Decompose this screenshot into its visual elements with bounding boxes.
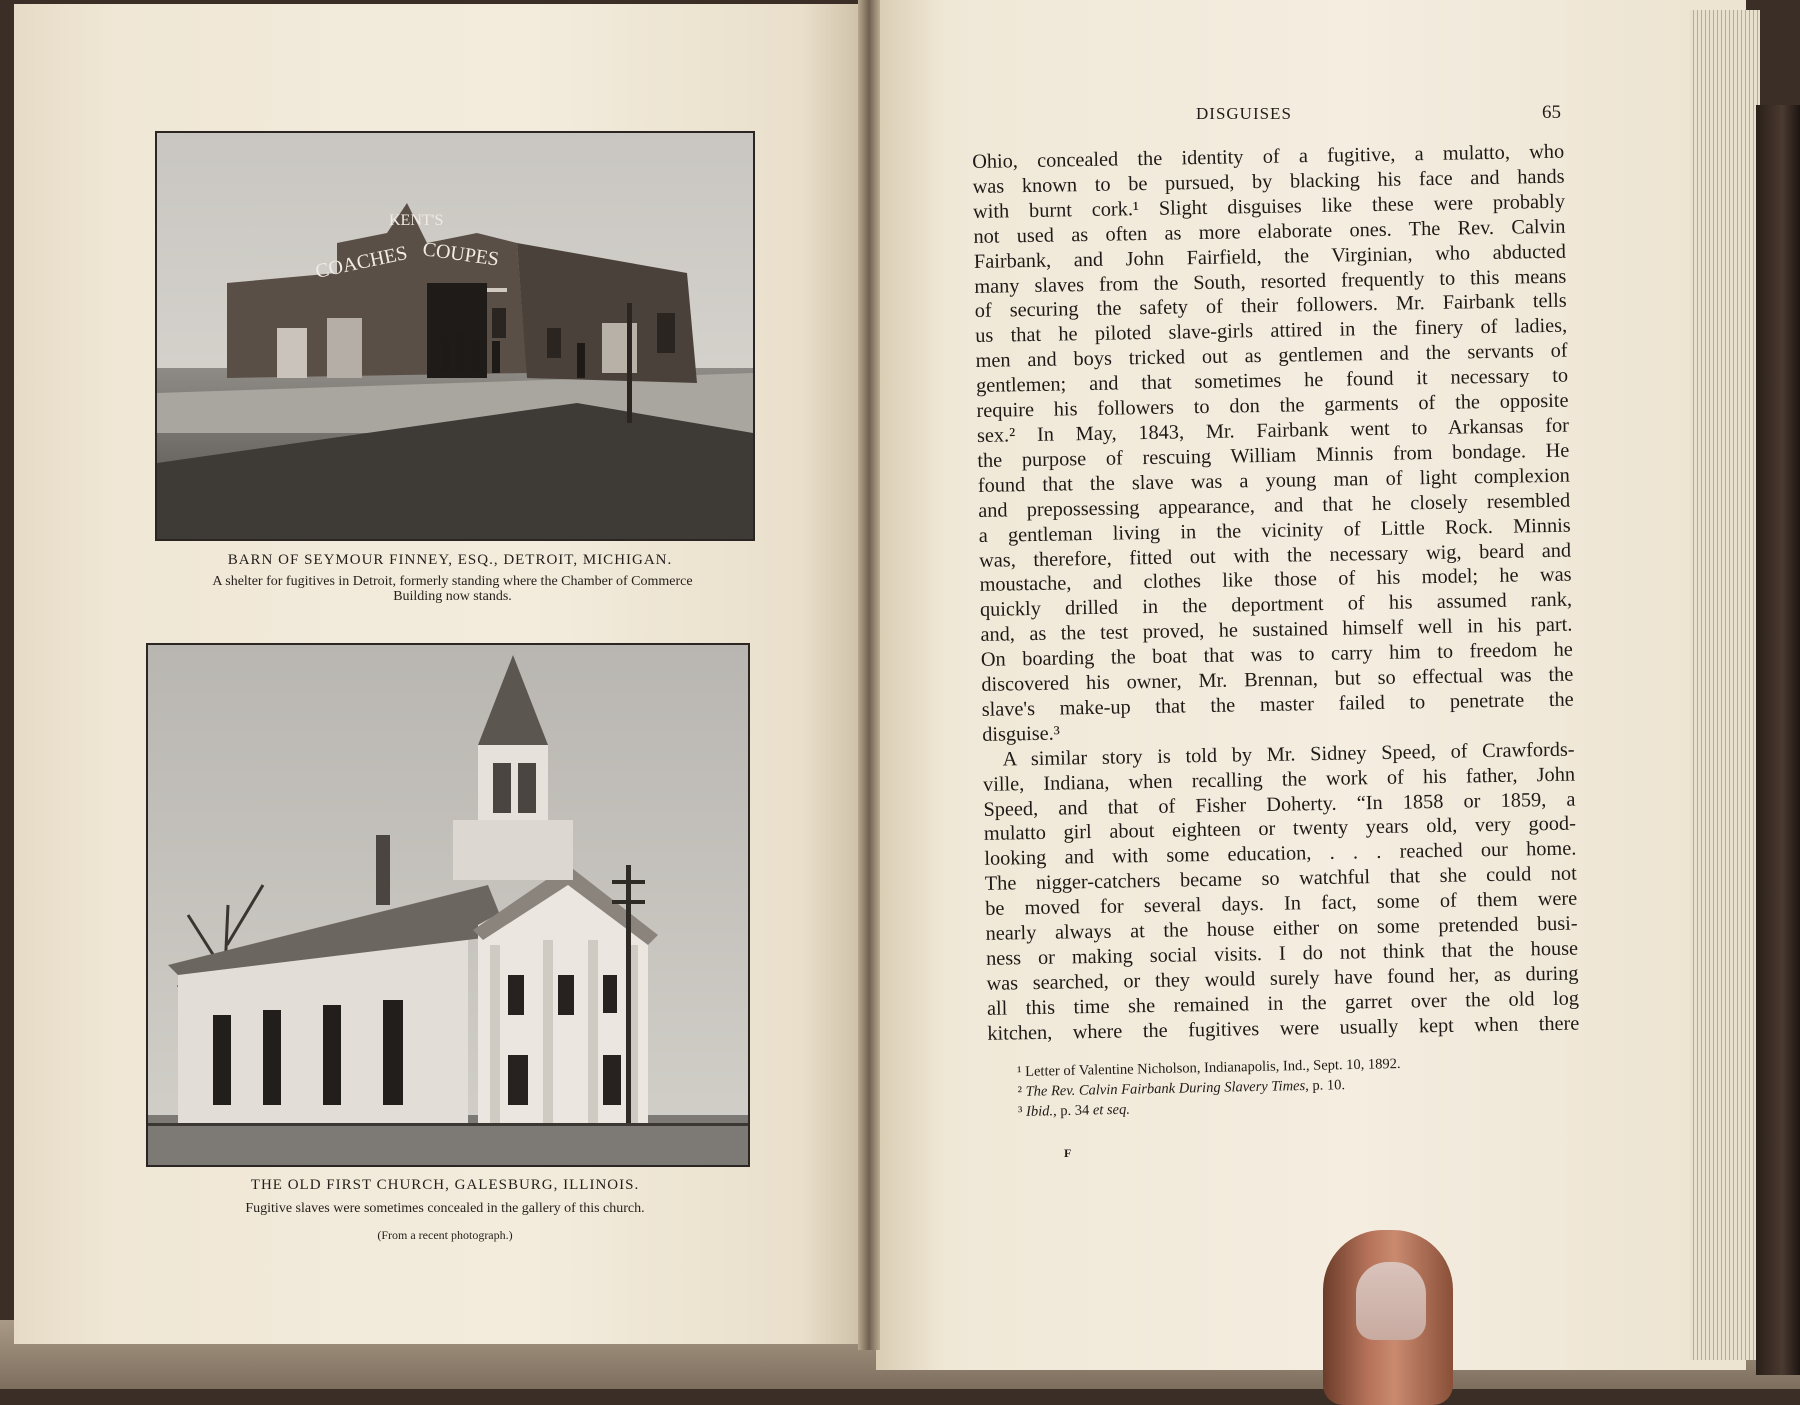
text-line: many slaves from the South, resorted frequently to this means xyxy=(974,265,1567,298)
sign-kents: KENT'S xyxy=(389,212,444,229)
church-photograph xyxy=(146,643,750,1167)
text-line: A similar story is told by Mr. Sidney Speed, of Crawfords- xyxy=(1002,738,1575,771)
text-line: and prepossessing appearance, and that he closely resembled xyxy=(978,489,1571,522)
text-line: not used as often as more elaborate ones. The Rev. Calvin xyxy=(973,215,1566,248)
text-line: found that the slave was a young man of light complexion xyxy=(977,464,1570,497)
footnote-3-ibid: Ibid. xyxy=(1025,1103,1054,1120)
text-line: The nigger-catchers became so watchful that she could not xyxy=(984,862,1577,896)
thumbnail-nail xyxy=(1356,1262,1426,1340)
text-line: On boarding the boat that was to carry him to freedom he xyxy=(980,638,1574,672)
sign-coupes: COUPES xyxy=(421,238,501,271)
text-line: nearly always at the house either on some pretended busi- xyxy=(985,912,1578,945)
text-line: Ohio, concealed the identity of a fugitive, a mulatto, who xyxy=(972,140,1565,173)
book-cover-right xyxy=(1756,105,1800,1375)
text-line: gentlemen; and that sometimes he found it necessary to xyxy=(975,364,1569,398)
barn-caption-title: BARN OF SEYMOUR FINNEY, ESQ., DETROIT, MICHIGAN. xyxy=(227,552,673,568)
book-gutter xyxy=(858,0,880,1350)
running-head: DISGUISES xyxy=(1196,104,1292,123)
text-line: mulatto girl about eighteen or twenty years old, very good- xyxy=(983,813,1577,846)
text-line: ness or making social visits. I do not think that the house xyxy=(985,937,1579,970)
body-text xyxy=(972,140,1580,1047)
text-line: of securing the safety of their followers. Mr. Fairbank tells xyxy=(974,290,1567,323)
page-number: 65 xyxy=(1542,102,1561,123)
text-line: men and boys tricked out as gentlemen and the servants of xyxy=(975,339,1568,373)
signature-mark: F xyxy=(1064,1146,1072,1160)
text-line: looking and with some education, . . . reached our home. xyxy=(984,837,1577,871)
barn-caption-line-1: A shelter for fugitives in Detroit, formerly standing where the Chamber of Commerce xyxy=(212,574,693,589)
text-line: ville, Indiana, when recalling the work of his father, John xyxy=(982,763,1576,796)
text-line: was, therefore, fitted out with the necessary wig, beard and xyxy=(978,539,1572,572)
text-line: the purpose of rescuing William Minnis from bondage. He xyxy=(977,439,1570,472)
text-line: sex.² In May, 1843, Mr. Fairbank went to Arkansas for xyxy=(976,414,1570,447)
text-line: be moved for several days. In fact, some of them were xyxy=(985,887,1578,921)
text-line: Fairbank, and John Fairfield, the Virginian, who abducted xyxy=(973,240,1567,273)
barn-photograph xyxy=(155,131,755,541)
text-line: with burnt cork.¹ Slight disguises like these were probably xyxy=(972,190,1566,223)
church-illustration xyxy=(148,645,748,1165)
text-line: disguise.³ xyxy=(982,722,1061,746)
text-line: quickly drilled in the deportment of his assumed rank, xyxy=(979,588,1573,622)
church-caption-title: THE OLD FIRST CHURCH, GALESBURG, ILLINOIS. xyxy=(250,1177,640,1193)
text-line: require his followers to don the garments of the opposite xyxy=(976,389,1569,423)
barn-illustration xyxy=(157,133,753,539)
text-line: a gentleman living in the vicinity of Little Rock. Minnis xyxy=(978,514,1571,547)
text-line: moustache, and clothes like those of his model; he was xyxy=(979,564,1572,597)
text-line: us that he piloted slave-girls attired in the finery of ladies, xyxy=(975,314,1568,348)
footnote-1: ¹ Letter of Valentine Nicholson, Indianapolis, Ind., Sept. 10, 1892. xyxy=(1017,1055,1401,1080)
text-line: kitchen, where the fugitives were usually kept when there xyxy=(987,1012,1580,1045)
text-line: was searched, or they would surely have found her, as during xyxy=(986,962,1579,995)
barn-caption-line-2: Building now stands. xyxy=(393,589,512,604)
footnote-3-etseq: et seq. xyxy=(1092,1101,1131,1119)
footnote-3-mark: ³ xyxy=(1017,1103,1027,1120)
footnote-2-title: The Rev. Calvin Fairbank During Slavery Times xyxy=(1025,1077,1306,1100)
footnote-2-mark: ² xyxy=(1017,1083,1026,1100)
text-line: and, as the test proved, he sustained himself well in his part. xyxy=(980,613,1573,647)
text-line: slave's make-up that the master failed to penetrate the xyxy=(981,688,1574,721)
text-line: was known to be pursued, by blacking his face and hands xyxy=(972,165,1565,198)
footnotes xyxy=(1017,1051,1538,1122)
text-line: discovered his owner, Mr. Brennan, but so effectual was the xyxy=(981,663,1574,696)
page-edges xyxy=(1690,10,1760,1360)
footnote-3-mid: , p. 34 xyxy=(1052,1102,1094,1120)
sign-coaches: COACHES xyxy=(313,241,410,283)
text-line: Speed, and that of Fisher Doherty. “In 1858 or 1859, a xyxy=(983,788,1576,821)
footnote-2-rest: , p. 10. xyxy=(1305,1077,1346,1094)
church-caption-source: (From a recent photograph.) xyxy=(377,1228,513,1242)
church-caption: Fugitive slaves were sometimes concealed in the gallery of this church. xyxy=(245,1201,645,1216)
text-line: all this time she remained in the garret over the old log xyxy=(986,987,1580,1020)
